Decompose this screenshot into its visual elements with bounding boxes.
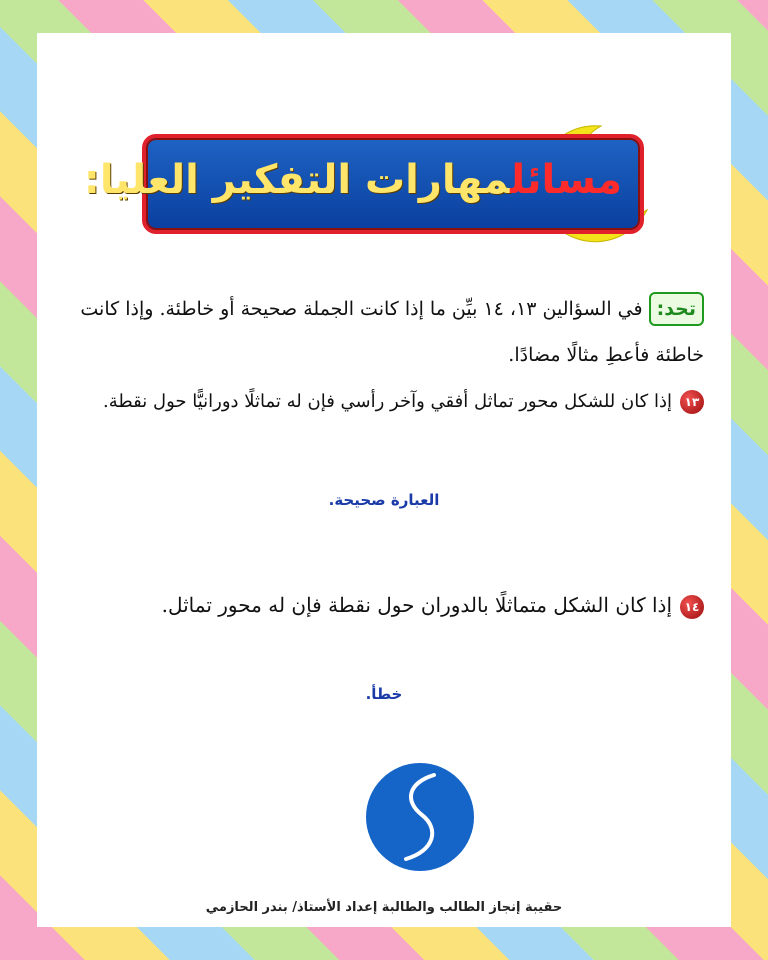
challenge-paragraph (74, 286, 704, 378)
question-14 (74, 593, 704, 619)
logo-icon (364, 761, 476, 873)
answer-14: خطأ. (365, 685, 403, 703)
challenge-badge: تحد: (649, 292, 704, 326)
footer-credit: حقيبة إنجاز الطالب والطالبة إعداد الأستاذ/ بندر الحازمي (205, 900, 563, 915)
page (37, 33, 731, 927)
title-banner (83, 134, 644, 234)
answer-13: العبارة صحيحة. (328, 491, 440, 509)
title-part-2: مهارات التفكير العليا: (83, 157, 511, 203)
question-text: إذا كان الشكل متماثلًا بالدوران حول نقطة فإن له محور تماثل. (161, 593, 672, 617)
question-number-badge: ١٣ (680, 390, 704, 414)
page-title (83, 150, 622, 210)
question-text: إذا كان للشكل محور تماثل أفقي وآخر رأسي فإن له تماثلًا دورانيًّا حول نقطة. (103, 391, 672, 412)
challenge-text: في السؤالين ١٣، ١٤ بيِّن ما إذا كانت الجملة صحيحة أو خاطئة. وإذا كانت خاطئة فأعطِ مثالًا مضادًا. (80, 298, 704, 366)
question-13 (74, 390, 704, 414)
question-number-badge: ١٤ (680, 595, 704, 619)
title-part-1: مسائل (510, 157, 622, 203)
